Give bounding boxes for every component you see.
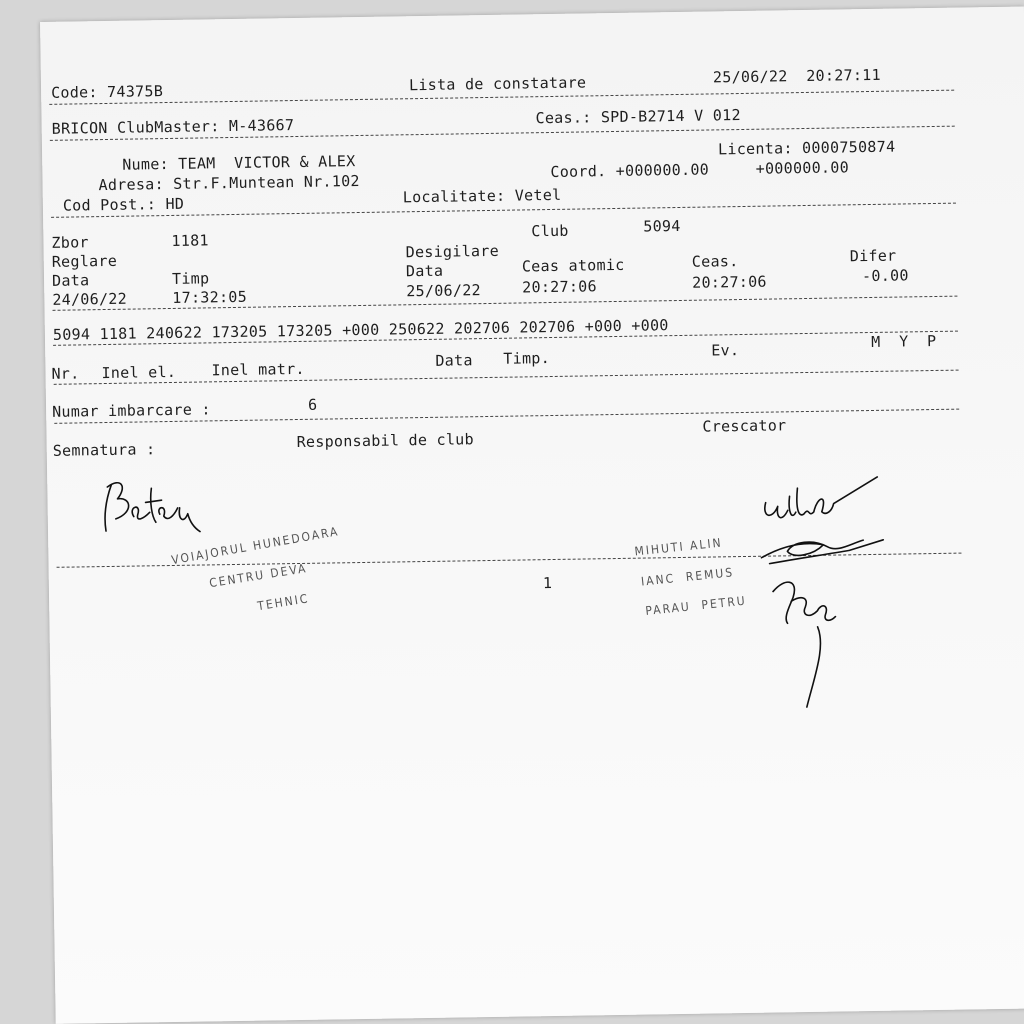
page-number: 1 xyxy=(542,574,553,593)
club-label: Club xyxy=(531,221,569,241)
owner-address: Adresa: Str.F.Muntean Nr.102 xyxy=(98,171,360,195)
difference-value: -0.00 xyxy=(861,266,909,286)
column-ring-number: Inel matr. xyxy=(211,359,305,380)
breeder-name: IANC REMUS xyxy=(640,565,735,589)
postal-code: Cod Post.: HD xyxy=(62,194,185,215)
column-electronic-ring: Inel el. xyxy=(101,362,177,383)
stamp-line: VOIAJORUL HUNEDOARA xyxy=(170,524,341,568)
report-datetime: 25/06/22 20:27:11 xyxy=(712,65,882,87)
clock-label: Ceas. xyxy=(691,252,739,271)
column-event: Ev. xyxy=(711,341,740,360)
coordinates: Coord. +000000.00 +000000.00 xyxy=(550,158,850,182)
breeder-label: Crescator xyxy=(702,416,787,436)
difference-label: Difer xyxy=(849,246,897,266)
setting-time: 17:32:05 xyxy=(172,287,248,307)
separator xyxy=(51,203,956,218)
atomic-clock-label: Ceas atomic xyxy=(521,255,625,276)
date-column-label: Data xyxy=(405,261,444,281)
report-code: Code: 74375B xyxy=(50,82,164,102)
column-date: Data xyxy=(435,351,473,370)
clubmaster-id: BRICON ClubMaster: M-43667 xyxy=(51,116,295,138)
club-responsible-label: Responsabil de club xyxy=(296,430,475,452)
flight-number: 1181 xyxy=(171,231,209,250)
boarding-count-label: Numar imbarcare : xyxy=(51,400,211,421)
time-column-label: Timp xyxy=(171,269,210,288)
breeder-name: MIHUTI ALIN xyxy=(633,535,724,559)
column-nr: Nr. xyxy=(51,364,80,383)
stamp-line: CENTRU DEVA xyxy=(208,561,309,591)
setting-label: Reglare xyxy=(51,251,118,271)
report-title: Lista de constatare xyxy=(408,73,587,95)
breeder-signature xyxy=(765,566,857,717)
setting-date: 24/06/22 xyxy=(52,289,128,309)
unsealing-date: 25/06/22 xyxy=(406,281,482,301)
club-responsible-signature xyxy=(97,471,208,543)
atomic-clock-time: 20:27:06 xyxy=(522,277,598,297)
flight-label: Zbor xyxy=(51,233,89,252)
breeder-name: PARAU PETRU xyxy=(644,593,748,618)
locality: Localitate: Vetel xyxy=(402,185,562,207)
owner-name: Nume: TEAM VICTOR & ALEX xyxy=(122,152,356,174)
column-myp: M Y P xyxy=(870,331,937,351)
stamp-line: TEHNIC xyxy=(256,591,311,614)
printed-report xyxy=(40,7,1024,1024)
unsealing-label: Desigilare xyxy=(405,241,500,262)
boarding-count-value: 6 xyxy=(307,395,318,414)
column-time: Timp. xyxy=(503,349,551,368)
date-column-label: Data xyxy=(51,271,90,290)
signature-label: Semnatura : xyxy=(52,440,156,460)
separator xyxy=(54,370,959,385)
licence-number: Licenta: 0000750874 xyxy=(717,137,896,159)
encoded-data-line: 5094 1181 240622 173205 173205 +000 250622 202706 202706 +000 +000 xyxy=(52,316,669,344)
clock-time: 20:27:06 xyxy=(692,272,767,292)
club-number: 5094 xyxy=(643,216,681,236)
clock-id: Ceas.: SPD-B2714 V 012 xyxy=(535,106,741,128)
